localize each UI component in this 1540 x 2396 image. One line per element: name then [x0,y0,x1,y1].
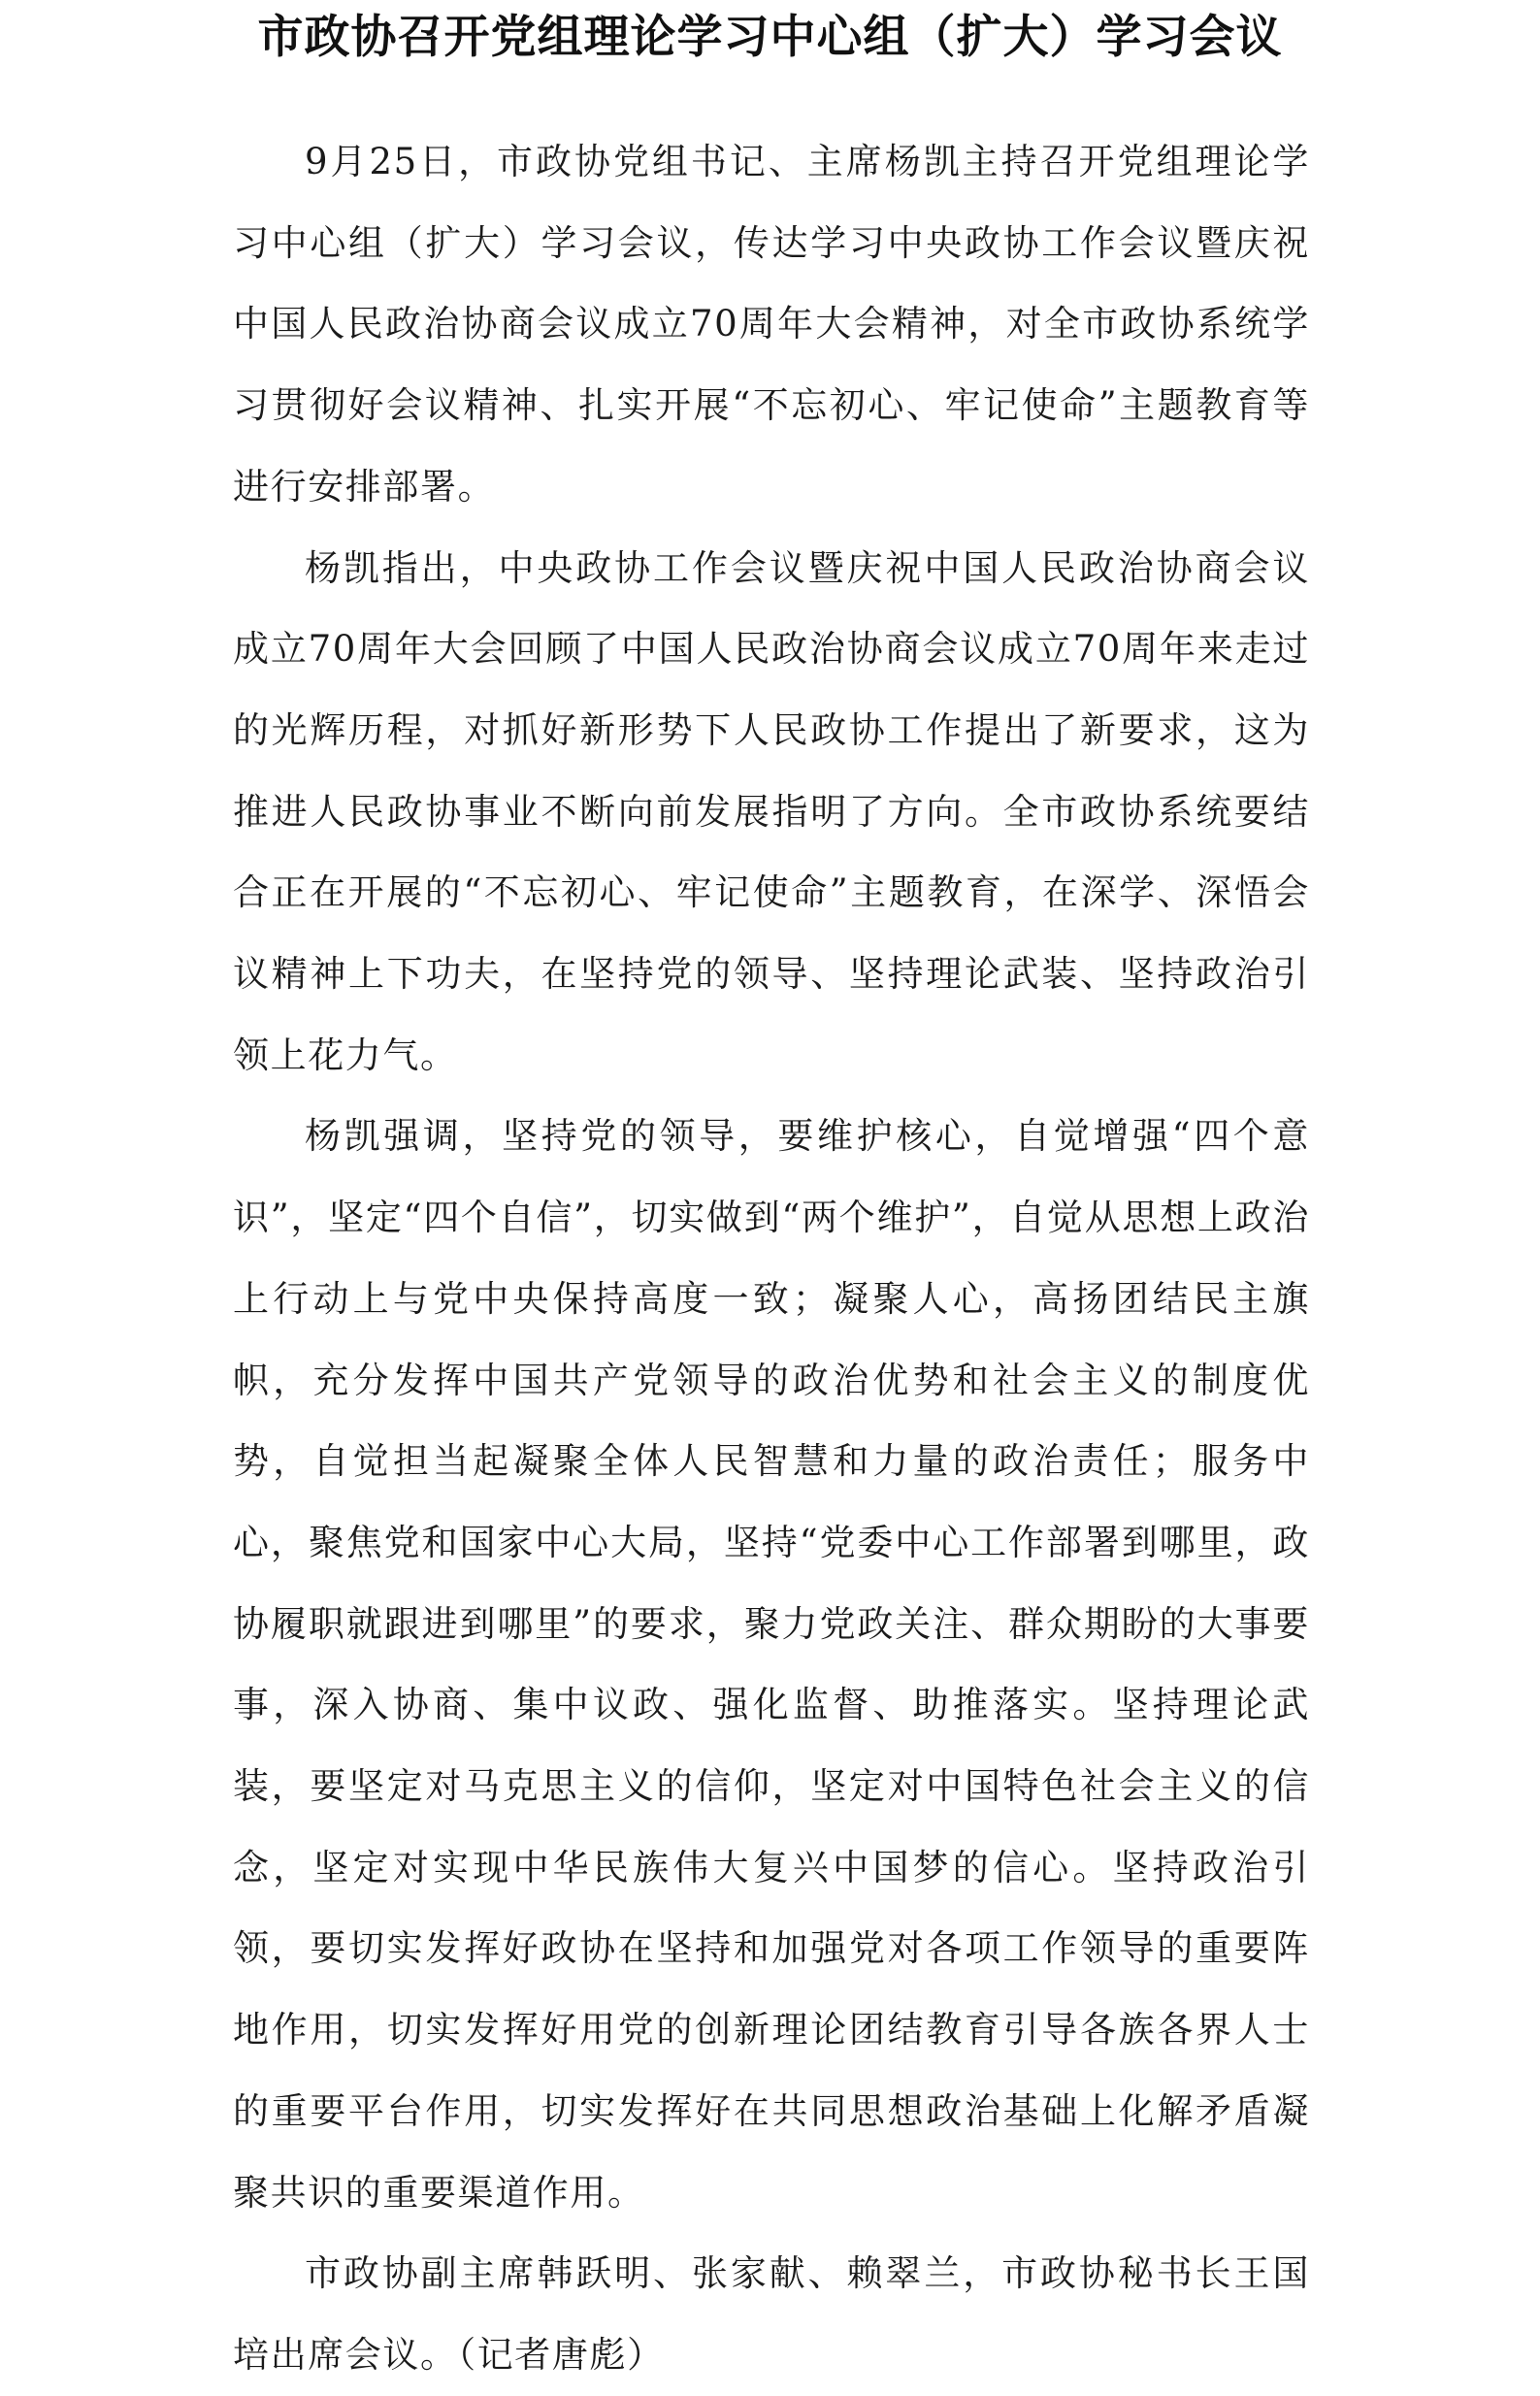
paragraph-yang-kai-pointed-out: 杨凯指出，中央政协工作会议暨庆祝中国人民政治协商会议成立70周年大会回顾了中国人民政治协商会议成立70周年来走过的光辉历程，对抓好新形势下人民政协工作提出了新要求，这为推进人民政协事业不断向前发展指明了方向。全市政协系统要结合正在开展的“不忘初心、牢记使命”主题教育，在深学、深悟会议精神上下功夫，在坚持党的领导、坚持理论武装、坚持政治引领上花力气。 [233,546,1310,1076]
paragraph-meeting-summary: 9月25日，市政协党组书记、主席杨凯主持召开党组理论学习中心组（扩大）学习会议，传达学习中央政协工作会议暨庆祝中国人民政治协商会议成立70周年大会精神，对全市政协系统学习贯彻好会议精神、扎实开展“不忘初心、牢记使命”主题教育等进行安排部署。 [233,141,1310,508]
paragraph-yang-kai-emphasized: 杨凯强调，坚持党的领导，要维护核心，自觉增强“四个意识”，坚定“四个自信”，切实做到“两个维护”，自觉从思想上政治上行动上与党中央保持高度一致；凝聚人心，高扬团结民主旗帜，充分发挥中国共产党领导的政治优势和社会主义的制度优势，自觉担当起凝聚全体人民智慧和力量的政治责任；服务中心，聚焦党和国家中心大局，坚持“党委中心工作部署到哪里，政协履职就跟进到哪里”的要求，聚力党政关注、群众期盼的大事要事，深入协商、集中议政、强化监督、助推落实。坚持理论武装，要坚定对马克思主义的信仰，坚定对中国特色社会主义的信念，坚定对实现中华民族伟大复兴中国梦的信心。坚持政治引领，要切实发挥好政协在坚持和加强党对各项工作领导的重要阵地作用，切实发挥好用党的创新理论团结教育引导各族各界人士的重要平台作用，切实发挥好在共同思想政治基础上化解矛盾凝聚共识的重要渠道作用。 [233,1115,1310,2214]
article-title: 市政协召开党组理论学习中心组（扩大）学习会议 [257,11,1283,64]
paragraph-attendees-byline: 市政协副主席韩跃明、张家献、赖翠兰，市政协秘书长王国培出席会议。（记者唐彪） [233,2252,1310,2376]
article-body [233,121,1310,2396]
